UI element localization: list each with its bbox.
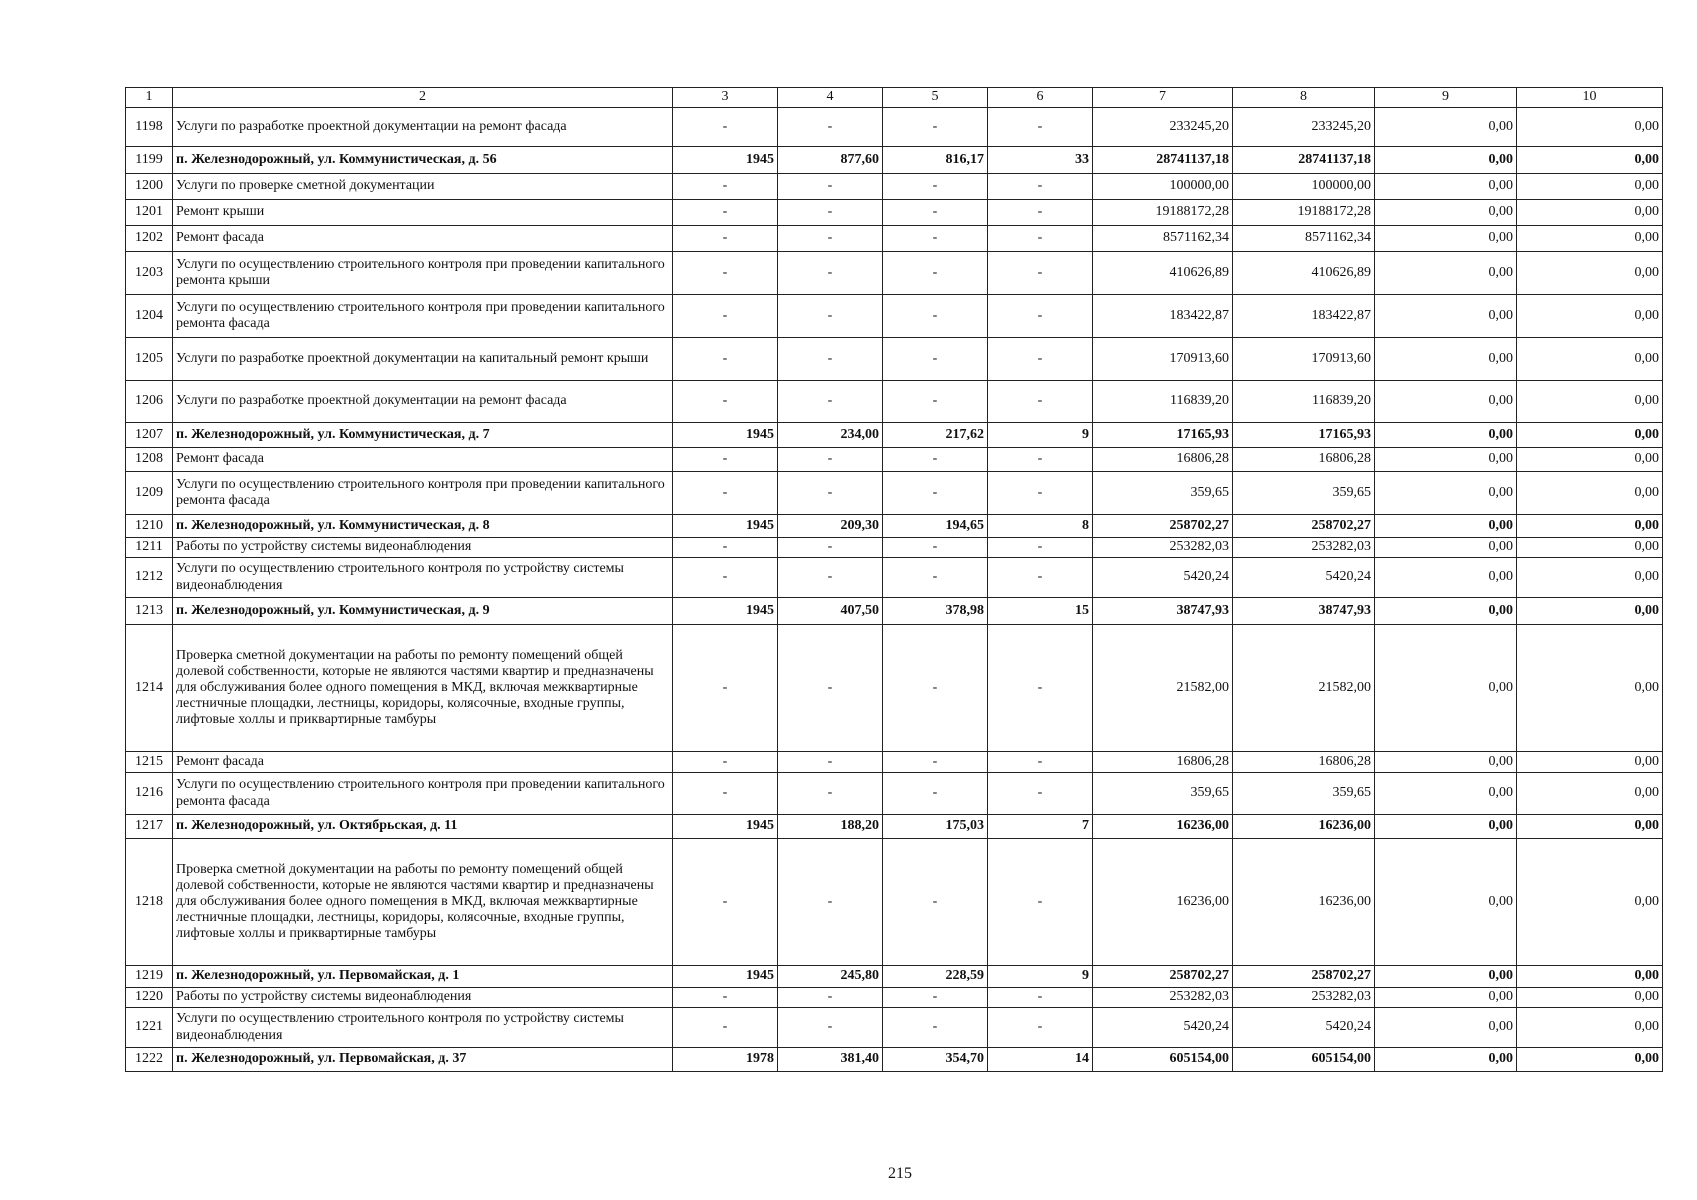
col9-cell: 0,00 [1375,226,1517,252]
col9-cell: 0,00 [1375,448,1517,472]
col8-cell: 38747,93 [1233,598,1375,625]
table-row [126,966,1663,988]
col7-cell: 233245,20 [1093,108,1233,147]
header-cell: 2 [173,88,673,108]
col10-cell: 0,00 [1517,988,1663,1008]
col5-cell: - [883,338,988,381]
table-row [126,108,1663,147]
col5-cell: - [883,174,988,200]
col4-cell: - [778,625,883,752]
col10-cell: 0,00 [1517,538,1663,558]
header-cell: 4 [778,88,883,108]
col5-cell: - [883,988,988,1008]
col8-cell: 17165,93 [1233,423,1375,448]
description-cell: Услуги по осуществлению строительного контроля по устройству системы видеонаблюдения [173,1008,673,1048]
col8-cell: 5420,24 [1233,558,1375,598]
description-cell: Проверка сметной документации на работы по ремонту помещений общей долевой собственности, которые не являются частями квартир и предназначены для обслуживания более одного помещения в МКД, включая межквартирные лестничные площадки, лестницы, коридоры, колясочные, входные группы, лифтовые холлы и приквартирные тамбуры [173,625,673,752]
col8-cell: 605154,00 [1233,1048,1375,1072]
col8-cell: 16236,00 [1233,839,1375,966]
col4-cell: 381,40 [778,1048,883,1072]
col8-cell: 253282,03 [1233,538,1375,558]
col7-cell: 16806,28 [1093,448,1233,472]
col8-cell: 359,65 [1233,472,1375,515]
col6-cell: 15 [988,598,1093,625]
description-cell: Услуги по осуществлению строительного контроля при проведении капитального ремонта фасада [173,773,673,815]
description-cell: Работы по устройству системы видеонаблюдения [173,988,673,1008]
description-cell: Ремонт крыши [173,200,673,226]
col5-cell: - [883,773,988,815]
col7-cell: 170913,60 [1093,338,1233,381]
col3-cell: 1978 [673,1048,778,1072]
col8-cell: 258702,27 [1233,966,1375,988]
description-cell: п. Железнодорожный, ул. Коммунистическая, д. 7 [173,423,673,448]
row-number-cell: 1212 [126,558,173,598]
row-number-cell: 1209 [126,472,173,515]
table-row [126,558,1663,598]
column-number-header [126,88,1663,108]
col4-cell: 234,00 [778,423,883,448]
col8-cell: 116839,20 [1233,381,1375,423]
col6-cell: - [988,558,1093,598]
col6-cell: - [988,200,1093,226]
col10-cell: 0,00 [1517,472,1663,515]
col7-cell: 21582,00 [1093,625,1233,752]
table-row [126,839,1663,966]
col8-cell: 253282,03 [1233,988,1375,1008]
row-number-cell: 1198 [126,108,173,147]
col5-cell: - [883,558,988,598]
col9-cell: 0,00 [1375,108,1517,147]
col8-cell: 8571162,34 [1233,226,1375,252]
col4-cell: 245,80 [778,966,883,988]
table-row [126,1048,1663,1072]
col4-cell: - [778,226,883,252]
col6-cell: - [988,752,1093,773]
works-table [125,87,1663,1072]
col8-cell: 21582,00 [1233,625,1375,752]
col10-cell: 0,00 [1517,839,1663,966]
col5-cell: - [883,252,988,295]
col8-cell: 170913,60 [1233,338,1375,381]
col10-cell: 0,00 [1517,147,1663,174]
col9-cell: 0,00 [1375,147,1517,174]
col6-cell: 7 [988,815,1093,839]
col3-cell: - [673,625,778,752]
col7-cell: 359,65 [1093,472,1233,515]
col3-cell: - [673,295,778,338]
description-cell: Работы по устройству системы видеонаблюдения [173,538,673,558]
col9-cell: 0,00 [1375,839,1517,966]
col9-cell: 0,00 [1375,200,1517,226]
col8-cell: 410626,89 [1233,252,1375,295]
col3-cell: 1945 [673,966,778,988]
col10-cell: 0,00 [1517,252,1663,295]
col3-cell: - [673,773,778,815]
col3-cell: 1945 [673,423,778,448]
col3-cell: - [673,558,778,598]
col3-cell: - [673,338,778,381]
col7-cell: 100000,00 [1093,174,1233,200]
col5-cell: 816,17 [883,147,988,174]
table-row [126,472,1663,515]
row-number-cell: 1201 [126,200,173,226]
table-row [126,423,1663,448]
description-cell: Услуги по разработке проектной документации на ремонт фасада [173,381,673,423]
col6-cell: 9 [988,423,1093,448]
col9-cell: 0,00 [1375,252,1517,295]
table-row [126,226,1663,252]
col9-cell: 0,00 [1375,515,1517,538]
col10-cell: 0,00 [1517,815,1663,839]
description-cell: Ремонт фасада [173,752,673,773]
col3-cell: - [673,752,778,773]
col6-cell: - [988,252,1093,295]
col3-cell: - [673,988,778,1008]
table-row [126,988,1663,1008]
header-cell: 7 [1093,88,1233,108]
description-cell: Услуги по осуществлению строительного контроля при проведении капитального ремонта фасада [173,295,673,338]
col4-cell: - [778,538,883,558]
table-row [126,598,1663,625]
table-row [126,295,1663,338]
col10-cell: 0,00 [1517,200,1663,226]
col8-cell: 359,65 [1233,773,1375,815]
col3-cell: - [673,839,778,966]
col5-cell: - [883,1008,988,1048]
row-number-cell: 1219 [126,966,173,988]
col5-cell: - [883,295,988,338]
col9-cell: 0,00 [1375,1008,1517,1048]
header-cell: 1 [126,88,173,108]
row-number-cell: 1199 [126,147,173,174]
col5-cell: 378,98 [883,598,988,625]
col9-cell: 0,00 [1375,598,1517,625]
col3-cell: - [673,108,778,147]
col8-cell: 16236,00 [1233,815,1375,839]
description-cell: п. Железнодорожный, ул. Коммунистическая, д. 9 [173,598,673,625]
description-cell: п. Железнодорожный, ул. Коммунистическая, д. 8 [173,515,673,538]
row-number-cell: 1217 [126,815,173,839]
col8-cell: 183422,87 [1233,295,1375,338]
col10-cell: 0,00 [1517,598,1663,625]
header-cell: 5 [883,88,988,108]
col5-cell: - [883,226,988,252]
col6-cell: 14 [988,1048,1093,1072]
row-number-cell: 1205 [126,338,173,381]
col5-cell: 228,59 [883,966,988,988]
col4-cell: 877,60 [778,147,883,174]
col10-cell: 0,00 [1517,295,1663,338]
table-row [126,1008,1663,1048]
row-number-cell: 1211 [126,538,173,558]
col4-cell: - [778,174,883,200]
description-cell: Услуги по разработке проектной документации на капитальный ремонт крыши [173,338,673,381]
col4-cell: - [778,295,883,338]
col9-cell: 0,00 [1375,752,1517,773]
col3-cell: - [673,174,778,200]
header-cell: 10 [1517,88,1663,108]
row-number-cell: 1202 [126,226,173,252]
col9-cell: 0,00 [1375,174,1517,200]
col3-cell: - [673,252,778,295]
col8-cell: 19188172,28 [1233,200,1375,226]
table-row [126,625,1663,752]
col10-cell: 0,00 [1517,515,1663,538]
col5-cell: - [883,625,988,752]
col6-cell: - [988,773,1093,815]
col5-cell: - [883,448,988,472]
col5-cell: - [883,839,988,966]
col4-cell: - [778,1008,883,1048]
table-row [126,147,1663,174]
col7-cell: 38747,93 [1093,598,1233,625]
description-cell: Услуги по разработке проектной документации на ремонт фасада [173,108,673,147]
col3-cell: 1945 [673,515,778,538]
col8-cell: 28741137,18 [1233,147,1375,174]
col6-cell: - [988,448,1093,472]
description-cell: Ремонт фасада [173,226,673,252]
col10-cell: 0,00 [1517,448,1663,472]
col5-cell: - [883,108,988,147]
table-row [126,381,1663,423]
col7-cell: 16806,28 [1093,752,1233,773]
col8-cell: 16806,28 [1233,448,1375,472]
description-cell: п. Железнодорожный, ул. Первомайская, д. 1 [173,966,673,988]
header-cell: 6 [988,88,1093,108]
col5-cell: 217,62 [883,423,988,448]
col6-cell: - [988,538,1093,558]
description-cell: Услуги по осуществлению строительного контроля при проведении капитального ремонта крыши [173,252,673,295]
table-row [126,752,1663,773]
col6-cell: - [988,625,1093,752]
col7-cell: 258702,27 [1093,966,1233,988]
col10-cell: 0,00 [1517,423,1663,448]
col9-cell: 0,00 [1375,423,1517,448]
col4-cell: - [778,472,883,515]
row-number-cell: 1210 [126,515,173,538]
col9-cell: 0,00 [1375,295,1517,338]
col7-cell: 16236,00 [1093,815,1233,839]
col5-cell: - [883,472,988,515]
col4-cell: - [778,252,883,295]
col9-cell: 0,00 [1375,625,1517,752]
col10-cell: 0,00 [1517,966,1663,988]
row-number-cell: 1204 [126,295,173,338]
row-number-cell: 1220 [126,988,173,1008]
col10-cell: 0,00 [1517,1048,1663,1072]
col6-cell: - [988,295,1093,338]
row-number-cell: 1218 [126,839,173,966]
col9-cell: 0,00 [1375,472,1517,515]
table-row [126,538,1663,558]
description-cell: Ремонт фасада [173,448,673,472]
table-row [126,815,1663,839]
table-row [126,200,1663,226]
col10-cell: 0,00 [1517,108,1663,147]
col3-cell: - [673,448,778,472]
header-cell: 8 [1233,88,1375,108]
row-number-cell: 1200 [126,174,173,200]
col6-cell: - [988,338,1093,381]
page-number: 215 [888,1165,912,1182]
col5-cell: - [883,538,988,558]
table-row [126,515,1663,538]
row-number-cell: 1221 [126,1008,173,1048]
col9-cell: 0,00 [1375,538,1517,558]
col3-cell: - [673,538,778,558]
col4-cell: - [778,988,883,1008]
col3-cell: - [673,381,778,423]
col4-cell: - [778,338,883,381]
col9-cell: 0,00 [1375,815,1517,839]
col6-cell: - [988,988,1093,1008]
col7-cell: 253282,03 [1093,988,1233,1008]
col3-cell: - [673,472,778,515]
col9-cell: 0,00 [1375,966,1517,988]
col9-cell: 0,00 [1375,381,1517,423]
col7-cell: 183422,87 [1093,295,1233,338]
col4-cell: - [778,108,883,147]
col4-cell: - [778,752,883,773]
row-number-cell: 1213 [126,598,173,625]
col6-cell: - [988,174,1093,200]
col10-cell: 0,00 [1517,381,1663,423]
table-row [126,338,1663,381]
col5-cell: - [883,200,988,226]
col4-cell: - [778,773,883,815]
col6-cell: - [988,381,1093,423]
row-number-cell: 1207 [126,423,173,448]
col10-cell: 0,00 [1517,1008,1663,1048]
col8-cell: 233245,20 [1233,108,1375,147]
row-number-cell: 1222 [126,1048,173,1072]
col6-cell: - [988,108,1093,147]
col10-cell: 0,00 [1517,558,1663,598]
row-number-cell: 1206 [126,381,173,423]
col4-cell: 209,30 [778,515,883,538]
col7-cell: 5420,24 [1093,558,1233,598]
table-row [126,174,1663,200]
col4-cell: 188,20 [778,815,883,839]
row-number-cell: 1216 [126,773,173,815]
col3-cell: - [673,1008,778,1048]
col8-cell: 258702,27 [1233,515,1375,538]
col7-cell: 5420,24 [1093,1008,1233,1048]
col7-cell: 19188172,28 [1093,200,1233,226]
col3-cell: - [673,226,778,252]
description-cell: п. Железнодорожный, ул. Первомайская, д. 37 [173,1048,673,1072]
col7-cell: 8571162,34 [1093,226,1233,252]
col9-cell: 0,00 [1375,773,1517,815]
col6-cell: 9 [988,966,1093,988]
col6-cell: 33 [988,147,1093,174]
description-cell: п. Железнодорожный, ул. Октябрьская, д. 11 [173,815,673,839]
col7-cell: 410626,89 [1093,252,1233,295]
description-cell: Проверка сметной документации на работы по ремонту помещений общей долевой собственности, которые не являются частями квартир и предназначены для обслуживания более одного помещения в МКД, включая межквартирные лестничные площадки, лестницы, коридоры, колясочные, входные группы, лифтовые холлы и приквартирные тамбуры [173,839,673,966]
col10-cell: 0,00 [1517,174,1663,200]
col7-cell: 253282,03 [1093,538,1233,558]
col3-cell: - [673,200,778,226]
description-cell: п. Железнодорожный, ул. Коммунистическая, д. 56 [173,147,673,174]
col7-cell: 359,65 [1093,773,1233,815]
col9-cell: 0,00 [1375,988,1517,1008]
col6-cell: 8 [988,515,1093,538]
description-cell: Услуги по проверке сметной документации [173,174,673,200]
col4-cell: - [778,381,883,423]
col9-cell: 0,00 [1375,1048,1517,1072]
col4-cell: 407,50 [778,598,883,625]
col10-cell: 0,00 [1517,773,1663,815]
col10-cell: 0,00 [1517,752,1663,773]
col4-cell: - [778,839,883,966]
col10-cell: 0,00 [1517,226,1663,252]
description-cell: Услуги по осуществлению строительного контроля при проведении капитального ремонта фасада [173,472,673,515]
col5-cell: - [883,381,988,423]
col7-cell: 605154,00 [1093,1048,1233,1072]
col7-cell: 17165,93 [1093,423,1233,448]
header-cell: 9 [1375,88,1517,108]
col9-cell: 0,00 [1375,558,1517,598]
col3-cell: 1945 [673,147,778,174]
table-row [126,252,1663,295]
table-row [126,448,1663,472]
table-row [126,773,1663,815]
col7-cell: 28741137,18 [1093,147,1233,174]
col5-cell: 175,03 [883,815,988,839]
col6-cell: - [988,472,1093,515]
col9-cell: 0,00 [1375,338,1517,381]
col3-cell: 1945 [673,815,778,839]
col7-cell: 258702,27 [1093,515,1233,538]
col4-cell: - [778,448,883,472]
col8-cell: 5420,24 [1233,1008,1375,1048]
col7-cell: 116839,20 [1093,381,1233,423]
col7-cell: 16236,00 [1093,839,1233,966]
col5-cell: 194,65 [883,515,988,538]
header-cell: 3 [673,88,778,108]
col6-cell: - [988,226,1093,252]
col5-cell: 354,70 [883,1048,988,1072]
table-body [126,88,1663,1072]
col4-cell: - [778,558,883,598]
col3-cell: 1945 [673,598,778,625]
description-cell: Услуги по осуществлению строительного контроля по устройству системы видеонаблюдения [173,558,673,598]
row-number-cell: 1203 [126,252,173,295]
col10-cell: 0,00 [1517,625,1663,752]
row-number-cell: 1208 [126,448,173,472]
col5-cell: - [883,752,988,773]
col4-cell: - [778,200,883,226]
col8-cell: 16806,28 [1233,752,1375,773]
row-number-cell: 1215 [126,752,173,773]
col8-cell: 100000,00 [1233,174,1375,200]
col10-cell: 0,00 [1517,338,1663,381]
col6-cell: - [988,839,1093,966]
row-number-cell: 1214 [126,625,173,752]
col6-cell: - [988,1008,1093,1048]
